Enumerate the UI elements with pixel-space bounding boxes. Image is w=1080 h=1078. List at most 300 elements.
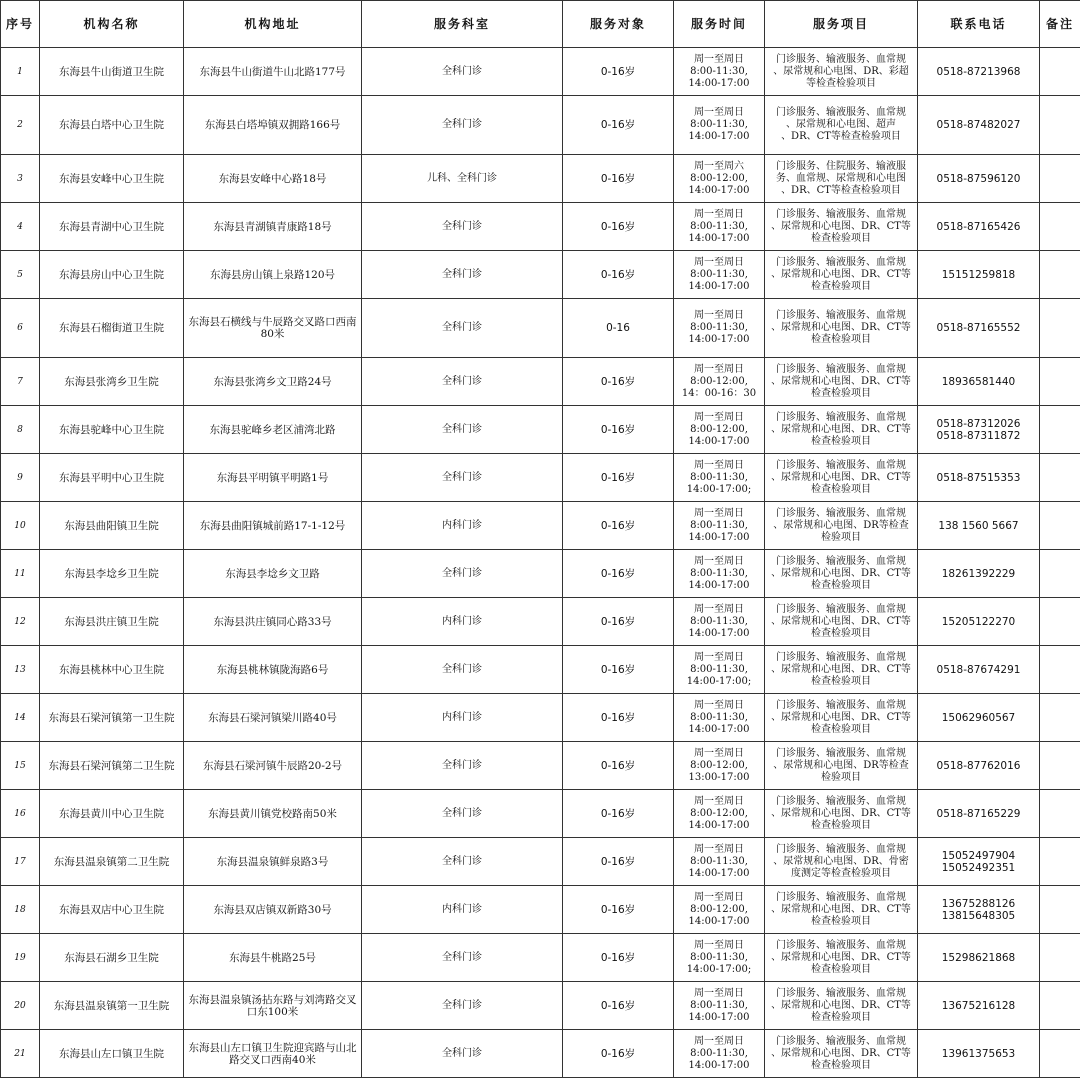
- service-target: 0-16岁: [563, 790, 674, 838]
- institution-address: 东海县曲阳镇城前路17-1-12号: [184, 502, 362, 550]
- row-note: [1040, 358, 1080, 406]
- service-items: [765, 358, 918, 406]
- service-time-line: 14:00-17:00: [676, 334, 762, 346]
- institution-name: 东海县山左口镇卫生院: [40, 1030, 184, 1078]
- service-time-line: 8:00-11:30,: [676, 664, 762, 676]
- service-items: [765, 982, 918, 1030]
- table-row: [1, 155, 1080, 203]
- service-time-line: 周一至周日: [676, 940, 762, 952]
- row-index: 14: [1, 694, 40, 742]
- service-items: [765, 1030, 918, 1078]
- row-note: [1040, 155, 1080, 203]
- service-items-line: 、尿常规和心电图、DR、CT等: [767, 952, 915, 964]
- institution-name: 东海县双店中心卫生院: [40, 886, 184, 934]
- header-name: 机构名称: [40, 1, 184, 48]
- row-index: 5: [1, 251, 40, 299]
- service-department: 全科门诊: [362, 742, 563, 790]
- contact-phone-line: 0518-87213968: [920, 66, 1037, 78]
- institution-address: 东海县房山镇上泉路120号: [184, 251, 362, 299]
- contact-phone-line: 0518-87165426: [920, 221, 1037, 233]
- service-items: [765, 96, 918, 155]
- service-time: [674, 454, 765, 502]
- service-items-line: 门诊服务、输液服务、血常规: [767, 54, 915, 66]
- contact-phone-line: 0518-87482027: [920, 119, 1037, 131]
- service-target: 0-16岁: [563, 886, 674, 934]
- service-target: 0-16岁: [563, 694, 674, 742]
- contact-phone: [918, 454, 1040, 502]
- service-time: [674, 1030, 765, 1078]
- contact-phone-line: 0518-87674291: [920, 664, 1037, 676]
- header-items: 服务项目: [765, 1, 918, 48]
- service-target: 0-16岁: [563, 838, 674, 886]
- service-time-line: 8:00-12:00,: [676, 760, 762, 772]
- service-time-line: 周一至周日: [676, 604, 762, 616]
- service-items-line: 检查检验项目: [767, 233, 915, 245]
- row-index: 3: [1, 155, 40, 203]
- service-items-line: 、尿常规和心电图、DR等检查: [767, 760, 915, 772]
- service-items-line: 检查检验项目: [767, 724, 915, 736]
- contact-phone: [918, 982, 1040, 1030]
- contact-phone: [918, 406, 1040, 454]
- service-items-line: 门诊服务、输液服务、血常规: [767, 508, 915, 520]
- institution-name: 东海县石湖乡卫生院: [40, 934, 184, 982]
- service-time: [674, 358, 765, 406]
- contact-phone: [918, 299, 1040, 358]
- service-time-line: 周一至周日: [676, 1036, 762, 1048]
- row-note: [1040, 454, 1080, 502]
- service-time-line: 14:00-17:00: [676, 78, 762, 90]
- service-time: [674, 406, 765, 454]
- institution-name: 东海县曲阳镇卫生院: [40, 502, 184, 550]
- service-time-line: 周一至周六: [676, 161, 762, 173]
- service-items-line: 、尿常规和心电图、DR、CT等: [767, 269, 915, 281]
- header-department: 服务科室: [362, 1, 563, 48]
- row-note: [1040, 646, 1080, 694]
- service-items-line: 检查检验项目: [767, 281, 915, 293]
- service-items: [765, 406, 918, 454]
- institution-name: 东海县李埝乡卫生院: [40, 550, 184, 598]
- row-index: 6: [1, 299, 40, 358]
- service-items-line: 门诊服务、输液服务、血常规: [767, 310, 915, 322]
- table-row: [1, 299, 1080, 358]
- service-time-line: 周一至周日: [676, 844, 762, 856]
- institution-address: 东海县温泉镇汤拈东路与刘湾路交叉口东100米: [184, 982, 362, 1030]
- service-items-line: 门诊服务、输液服务、血常规: [767, 556, 915, 568]
- service-time-line: 14：00-16：30: [676, 388, 762, 400]
- row-index: 10: [1, 502, 40, 550]
- row-note: [1040, 502, 1080, 550]
- service-time: [674, 299, 765, 358]
- service-time-line: 周一至周日: [676, 412, 762, 424]
- row-index: 19: [1, 934, 40, 982]
- header-address: 机构地址: [184, 1, 362, 48]
- table-row: [1, 48, 1080, 96]
- service-time-line: 周一至周日: [676, 107, 762, 119]
- header-time: 服务时间: [674, 1, 765, 48]
- service-time: [674, 742, 765, 790]
- row-index: 1: [1, 48, 40, 96]
- service-time-line: 13:00-17:00: [676, 772, 762, 784]
- service-items-line: 务、血常规、尿常规和心电图: [767, 173, 915, 185]
- service-items: [765, 742, 918, 790]
- institution-address: 东海县青湖镇青康路18号: [184, 203, 362, 251]
- service-target: 0-16岁: [563, 934, 674, 982]
- service-department: 全科门诊: [362, 550, 563, 598]
- service-target: 0-16岁: [563, 251, 674, 299]
- service-time-line: 8:00-12:00,: [676, 376, 762, 388]
- row-index: 18: [1, 886, 40, 934]
- institution-address: 东海县白塔埠镇双拥路166号: [184, 96, 362, 155]
- service-department: 全科门诊: [362, 203, 563, 251]
- service-department: 全科门诊: [362, 251, 563, 299]
- table-row: [1, 1030, 1080, 1078]
- service-items: [765, 550, 918, 598]
- institution-name: 东海县驼峰中心卫生院: [40, 406, 184, 454]
- service-items-line: 检查检验项目: [767, 334, 915, 346]
- service-time-line: 8:00-12:00,: [676, 904, 762, 916]
- contact-phone-line: 0518-87165229: [920, 808, 1037, 820]
- row-index: 16: [1, 790, 40, 838]
- service-time-line: 8:00-11:30,: [676, 1048, 762, 1060]
- service-time-line: 14:00-17:00: [676, 628, 762, 640]
- service-items-line: 、尿常规和心电图、DR、骨密: [767, 856, 915, 868]
- service-items: [765, 251, 918, 299]
- service-items-line: 门诊服务、输液服务、血常规: [767, 412, 915, 424]
- service-items-line: 门诊服务、输液服务、血常规: [767, 748, 915, 760]
- service-department: 全科门诊: [362, 838, 563, 886]
- service-items-line: 门诊服务、输液服务、血常规: [767, 604, 915, 616]
- service-target: 0-16岁: [563, 203, 674, 251]
- service-items-line: 、尿常规和心电图、DR、CT等: [767, 376, 915, 388]
- service-items-line: 检查检验项目: [767, 1012, 915, 1024]
- institution-address: 东海县石横线与牛辰路交叉路口西南80米: [184, 299, 362, 358]
- service-items: [765, 203, 918, 251]
- service-department: 全科门诊: [362, 454, 563, 502]
- service-time-line: 14:00-17:00;: [676, 964, 762, 976]
- service-items-line: 检查检验项目: [767, 484, 915, 496]
- institution-address: 东海县安峰中心路18号: [184, 155, 362, 203]
- service-items: [765, 502, 918, 550]
- row-note: [1040, 838, 1080, 886]
- service-time: [674, 598, 765, 646]
- service-time-line: 14:00-17:00: [676, 1060, 762, 1072]
- service-department: 全科门诊: [362, 982, 563, 1030]
- table-row: [1, 598, 1080, 646]
- service-items-line: 门诊服务、输液服务、血常规: [767, 892, 915, 904]
- service-time-line: 8:00-11:30,: [676, 322, 762, 334]
- row-index: 21: [1, 1030, 40, 1078]
- contact-phone: [918, 550, 1040, 598]
- institution-address: 东海县平明镇平明路1号: [184, 454, 362, 502]
- service-time-line: 周一至周日: [676, 796, 762, 808]
- row-index: 9: [1, 454, 40, 502]
- service-items-line: 检查检验项目: [767, 436, 915, 448]
- contact-phone-line: 18936581440: [920, 376, 1037, 388]
- service-time-line: 14:00-17:00: [676, 131, 762, 143]
- service-items-line: 、尿常规和心电图、DR、彩超: [767, 66, 915, 78]
- contact-phone: [918, 646, 1040, 694]
- service-items-line: 检查检验项目: [767, 1060, 915, 1072]
- service-items-line: 、DR、CT等检查检验项目: [767, 131, 915, 143]
- service-items-line: 、尿常规和心电图、DR、CT等: [767, 616, 915, 628]
- header-index: 序号: [1, 1, 40, 48]
- table-row: [1, 251, 1080, 299]
- institution-name: 东海县青湖中心卫生院: [40, 203, 184, 251]
- service-department: 儿科、全科门诊: [362, 155, 563, 203]
- service-items-line: 检查检验项目: [767, 580, 915, 592]
- service-department: 全科门诊: [362, 790, 563, 838]
- service-department: 全科门诊: [362, 406, 563, 454]
- contact-phone: [918, 598, 1040, 646]
- service-items-line: 、尿常规和心电图、DR、CT等: [767, 221, 915, 233]
- service-time-line: 8:00-11:30,: [676, 520, 762, 532]
- service-department: 全科门诊: [362, 934, 563, 982]
- contact-phone: [918, 886, 1040, 934]
- row-note: [1040, 790, 1080, 838]
- service-target: 0-16岁: [563, 742, 674, 790]
- service-department: 内科门诊: [362, 598, 563, 646]
- service-time-line: 14:00-17:00: [676, 1012, 762, 1024]
- service-target: 0-16岁: [563, 96, 674, 155]
- service-time-line: 14:00-17:00;: [676, 676, 762, 688]
- row-index: 7: [1, 358, 40, 406]
- service-target: 0-16岁: [563, 454, 674, 502]
- row-index: 13: [1, 646, 40, 694]
- contact-phone-line: 138 1560 5667: [920, 520, 1037, 532]
- institution-name: 东海县石梁河镇第二卫生院: [40, 742, 184, 790]
- service-time: [674, 48, 765, 96]
- table-row: [1, 502, 1080, 550]
- service-time-line: 8:00-11:30,: [676, 221, 762, 233]
- service-time: [674, 251, 765, 299]
- institution-name: 东海县张湾乡卫生院: [40, 358, 184, 406]
- service-time-line: 8:00-12:00,: [676, 424, 762, 436]
- table-row: [1, 358, 1080, 406]
- service-department: 全科门诊: [362, 1030, 563, 1078]
- service-items-line: 门诊服务、输液服务、血常规: [767, 844, 915, 856]
- service-department: 内科门诊: [362, 886, 563, 934]
- service-items-line: 门诊服务、输液服务、血常规: [767, 257, 915, 269]
- service-time: [674, 203, 765, 251]
- service-items-line: 检验项目: [767, 772, 915, 784]
- service-time-line: 周一至周日: [676, 652, 762, 664]
- service-department: 全科门诊: [362, 358, 563, 406]
- row-index: 2: [1, 96, 40, 155]
- service-time-line: 周一至周日: [676, 988, 762, 1000]
- service-items-line: 检查检验项目: [767, 388, 915, 400]
- service-time-line: 周一至周日: [676, 460, 762, 472]
- service-time-line: 8:00-11:30,: [676, 119, 762, 131]
- service-time-line: 周一至周日: [676, 54, 762, 66]
- row-note: [1040, 96, 1080, 155]
- service-items: [765, 454, 918, 502]
- institution-address: 东海县李埝乡文卫路: [184, 550, 362, 598]
- institution-address: 东海县张湾乡文卫路24号: [184, 358, 362, 406]
- service-department: 全科门诊: [362, 299, 563, 358]
- service-items-line: 门诊服务、输液服务、血常规: [767, 1036, 915, 1048]
- service-time-line: 周一至周日: [676, 310, 762, 322]
- contact-phone: [918, 358, 1040, 406]
- service-time: [674, 550, 765, 598]
- header-phone: 联系电话: [918, 1, 1040, 48]
- service-items-line: 、尿常规和心电图、DR、CT等: [767, 712, 915, 724]
- service-time: [674, 502, 765, 550]
- row-note: [1040, 1030, 1080, 1078]
- service-items-line: 、尿常规和心电图、DR、CT等: [767, 1048, 915, 1060]
- service-department: 内科门诊: [362, 502, 563, 550]
- service-time-line: 周一至周日: [676, 257, 762, 269]
- service-time-line: 8:00-11:30,: [676, 568, 762, 580]
- service-target: 0-16岁: [563, 1030, 674, 1078]
- service-items-line: 门诊服务、输液服务、血常规: [767, 460, 915, 472]
- table-row: [1, 982, 1080, 1030]
- table-row: [1, 646, 1080, 694]
- institution-address: 东海县牛山街道牛山北路177号: [184, 48, 362, 96]
- institution-name: 东海县安峰中心卫生院: [40, 155, 184, 203]
- institution-name: 东海县黄川中心卫生院: [40, 790, 184, 838]
- service-items: [765, 48, 918, 96]
- service-target: 0-16岁: [563, 646, 674, 694]
- service-items-line: 、尿常规和心电图、DR、CT等: [767, 808, 915, 820]
- institution-address: 东海县双店镇双新路30号: [184, 886, 362, 934]
- service-items-line: 、尿常规和心电图、DR、CT等: [767, 424, 915, 436]
- contact-phone-line: 13815648305: [920, 910, 1037, 922]
- service-time-line: 周一至周日: [676, 556, 762, 568]
- institution-address: 东海县温泉镇鲜泉路3号: [184, 838, 362, 886]
- contact-phone: [918, 203, 1040, 251]
- row-index: 17: [1, 838, 40, 886]
- service-target: 0-16岁: [563, 982, 674, 1030]
- service-target: 0-16岁: [563, 48, 674, 96]
- service-items-line: 、尿常规和心电图、DR等检查: [767, 520, 915, 532]
- institution-name: 东海县白塔中心卫生院: [40, 96, 184, 155]
- service-time-line: 14:00-17:00: [676, 436, 762, 448]
- institution-name: 东海县洪庄镇卫生院: [40, 598, 184, 646]
- service-items-line: 等检查检验项目: [767, 78, 915, 90]
- service-time-line: 8:00-11:30,: [676, 856, 762, 868]
- contact-phone-line: 0518-87515353: [920, 472, 1037, 484]
- service-time: [674, 646, 765, 694]
- table-row: [1, 203, 1080, 251]
- service-time-line: 14:00-17:00: [676, 580, 762, 592]
- service-target: 0-16岁: [563, 502, 674, 550]
- service-items: [765, 838, 918, 886]
- service-department: 全科门诊: [362, 48, 563, 96]
- service-time-line: 8:00-11:30,: [676, 616, 762, 628]
- contact-phone: [918, 934, 1040, 982]
- table-row: [1, 934, 1080, 982]
- service-time-line: 14:00-17:00: [676, 820, 762, 832]
- service-items-line: 门诊服务、输液服务、血常规: [767, 940, 915, 952]
- service-items-line: 门诊服务、输液服务、血常规: [767, 700, 915, 712]
- service-items: [765, 598, 918, 646]
- row-note: [1040, 886, 1080, 934]
- service-time-line: 14:00-17:00;: [676, 484, 762, 496]
- institution-address: 东海县黄川镇党校路南50米: [184, 790, 362, 838]
- contact-phone-line: 0518-87312026: [920, 418, 1037, 430]
- institution-address: 东海县驼峰乡老区浦湾北路: [184, 406, 362, 454]
- table-row: [1, 454, 1080, 502]
- institution-address: 东海县牛桃路25号: [184, 934, 362, 982]
- institution-address: 东海县洪庄镇同心路33号: [184, 598, 362, 646]
- institution-name: 东海县石榴街道卫生院: [40, 299, 184, 358]
- row-note: [1040, 299, 1080, 358]
- service-items-line: 检查检验项目: [767, 964, 915, 976]
- contact-phone-line: 0518-87596120: [920, 173, 1037, 185]
- service-time-line: 周一至周日: [676, 209, 762, 221]
- service-items-line: 、尿常规和心电图、超声: [767, 119, 915, 131]
- contact-phone-line: 15298621868: [920, 952, 1037, 964]
- service-items-line: 检验项目: [767, 532, 915, 544]
- institution-name: 东海县桃林中心卫生院: [40, 646, 184, 694]
- service-time: [674, 934, 765, 982]
- row-note: [1040, 598, 1080, 646]
- institution-name: 东海县平明中心卫生院: [40, 454, 184, 502]
- service-time-line: 周一至周日: [676, 700, 762, 712]
- service-time-line: 14:00-17:00: [676, 532, 762, 544]
- contact-phone-line: 0518-87311872: [920, 430, 1037, 442]
- row-note: [1040, 251, 1080, 299]
- institution-address: 东海县石梁河镇牛辰路20-2号: [184, 742, 362, 790]
- service-department: 全科门诊: [362, 646, 563, 694]
- row-index: 4: [1, 203, 40, 251]
- service-items-line: 、尿常规和心电图、DR、CT等: [767, 1000, 915, 1012]
- service-department: 全科门诊: [362, 96, 563, 155]
- service-time-line: 周一至周日: [676, 364, 762, 376]
- service-items: [765, 646, 918, 694]
- service-items-line: 检查检验项目: [767, 916, 915, 928]
- service-target: 0-16岁: [563, 598, 674, 646]
- service-time: [674, 790, 765, 838]
- service-items: [765, 694, 918, 742]
- service-time: [674, 838, 765, 886]
- contact-phone-line: 15205122270: [920, 616, 1037, 628]
- service-time-line: 周一至周日: [676, 748, 762, 760]
- table-row: [1, 790, 1080, 838]
- service-time-line: 周一至周日: [676, 892, 762, 904]
- row-note: [1040, 982, 1080, 1030]
- header-note: 备注: [1040, 1, 1080, 48]
- contact-phone-line: 0518-87762016: [920, 760, 1037, 772]
- contact-phone: [918, 96, 1040, 155]
- service-target: 0-16岁: [563, 550, 674, 598]
- service-items-line: 门诊服务、输液服务、血常规: [767, 988, 915, 1000]
- row-index: 11: [1, 550, 40, 598]
- service-time-line: 14:00-17:00: [676, 868, 762, 880]
- table-row: [1, 886, 1080, 934]
- institution-name: 东海县温泉镇第二卫生院: [40, 838, 184, 886]
- service-target: 0-16岁: [563, 406, 674, 454]
- service-items-line: 门诊服务、输液服务、血常规: [767, 107, 915, 119]
- service-items-line: 度测定等检查检验项目: [767, 868, 915, 880]
- row-note: [1040, 550, 1080, 598]
- service-time: [674, 155, 765, 203]
- service-items: [765, 790, 918, 838]
- service-items-line: 检查检验项目: [767, 820, 915, 832]
- contact-phone: [918, 790, 1040, 838]
- contact-phone-line: 0518-87165552: [920, 322, 1037, 334]
- service-items-line: 检查检验项目: [767, 628, 915, 640]
- contact-phone: [918, 1030, 1040, 1078]
- service-time-line: 14:00-17:00: [676, 724, 762, 736]
- table-row: [1, 96, 1080, 155]
- service-items-line: 门诊服务、输液服务、血常规: [767, 209, 915, 221]
- row-index: 20: [1, 982, 40, 1030]
- contact-phone: [918, 838, 1040, 886]
- service-items: [765, 886, 918, 934]
- service-time: [674, 982, 765, 1030]
- service-time-line: 14:00-17:00: [676, 281, 762, 293]
